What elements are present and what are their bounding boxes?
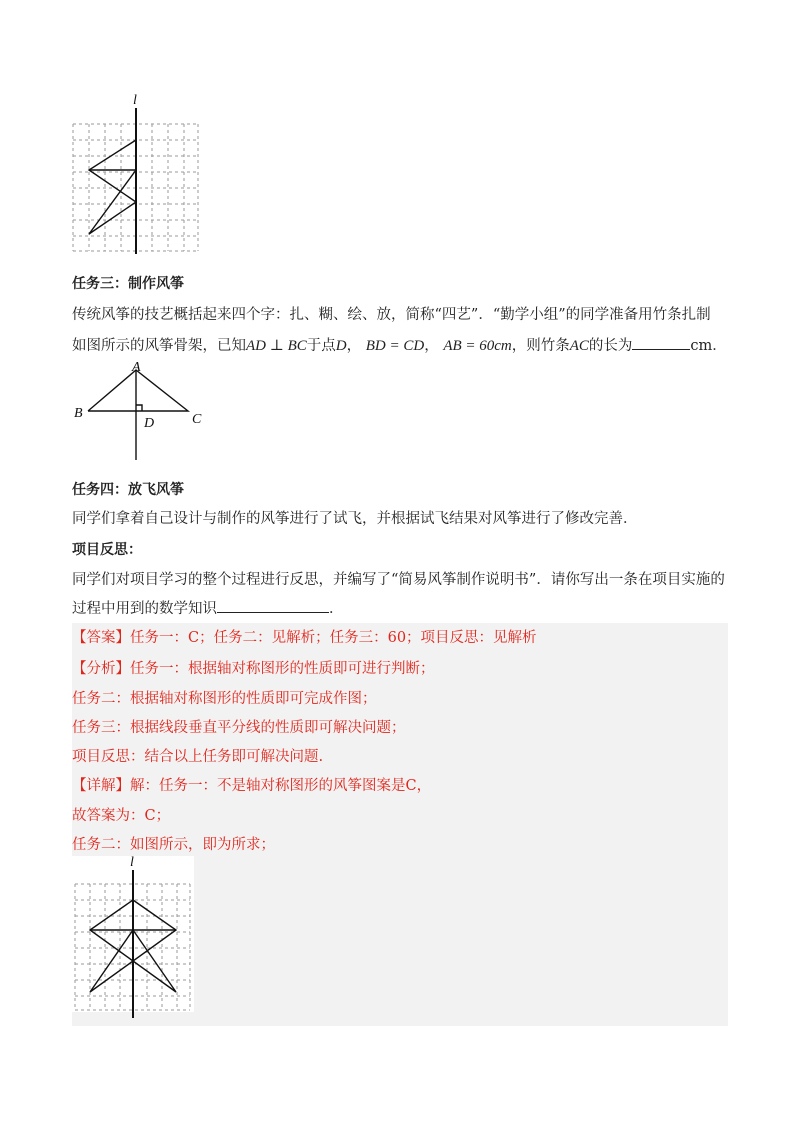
- task3-text: ，则竹条: [511, 338, 570, 354]
- detail-line1: 【详解】解：任务一：不是轴对称图形的风筝图案是C，: [72, 778, 432, 794]
- task3-text: 的长为: [588, 338, 633, 354]
- task3-heading: 任务三：制作风筝: [72, 276, 184, 292]
- math-ab-60cm: AB = 60cm: [443, 338, 512, 354]
- label-b: B: [74, 406, 83, 421]
- answer-blank[interactable]: [217, 598, 329, 613]
- reflection-text: 过程中用到的数学知识: [72, 601, 217, 617]
- task4-heading: 任务四：放飞风筝: [72, 482, 184, 498]
- task3-paragraph-line2: 如图所示的风筝骨架，已知AD ⊥ BC于点D， BD = CD， AB = 60cm，则竹条AC的长为 cm．: [72, 335, 727, 356]
- reflection-end: ．: [329, 601, 344, 617]
- axis-label-l: l: [133, 93, 137, 108]
- task3-text: 如图所示的风筝骨架，已知: [72, 338, 246, 354]
- task3-paragraph-line1: 传统风筝的技艺概括起来四个字：扎、糊、绘、放，简称“四艺”．“勤学小组”的同学准备用竹条扎制: [72, 307, 711, 323]
- math-ad-perp-bc: AD ⊥ BC: [246, 338, 307, 354]
- math-bd-eq-cd: BD = CD: [365, 338, 425, 354]
- answer-line: 【答案】任务一：C；任务二：见解析；任务三：60；项目反思：见解析: [72, 630, 537, 646]
- reflection-heading: 项目反思：: [72, 542, 142, 558]
- analysis-line1: 【分析】任务一：根据轴对称图形的性质即可进行判断；: [72, 661, 435, 677]
- analysis-line2: 任务二：根据轴对称图形的性质即可完成作图；: [72, 691, 377, 707]
- detail-line2: 故答案为：C；: [72, 808, 171, 824]
- task3-text: 于点: [306, 338, 336, 354]
- label-a: A: [132, 360, 141, 375]
- detail-line3: 任务二：如图所示，即为所求；: [72, 837, 275, 853]
- task3-unit: cm．: [690, 338, 727, 354]
- task4-paragraph: 同学们拿着自己设计与制作的风筝进行了试飞，并根据试飞结果对风筝进行了修改完善．: [72, 511, 638, 527]
- analysis-line4: 项目反思：结合以上任务即可解决问题.: [72, 749, 324, 765]
- analysis-line3: 任务三：根据线段垂直平分线的性质即可解决问题；: [72, 720, 406, 736]
- triangle-figure-abc: [70, 360, 210, 460]
- label-d: D: [144, 416, 155, 431]
- reflection-paragraph-line1: 同学们对项目学习的整个过程进行反思，并编写了“简易风筝制作说明书”．请你写出一条在项目实施的: [72, 572, 725, 588]
- grid-figure-half-kite: [70, 92, 202, 254]
- answer-blank[interactable]: [632, 335, 690, 350]
- math-point-d: D: [335, 338, 347, 354]
- axis-label-l: l: [130, 856, 134, 870]
- label-c: C: [192, 412, 202, 427]
- grid-figure-full-kite: [72, 856, 194, 1018]
- math-ac: AC: [569, 338, 589, 354]
- reflection-paragraph-line2: [72, 598, 344, 619]
